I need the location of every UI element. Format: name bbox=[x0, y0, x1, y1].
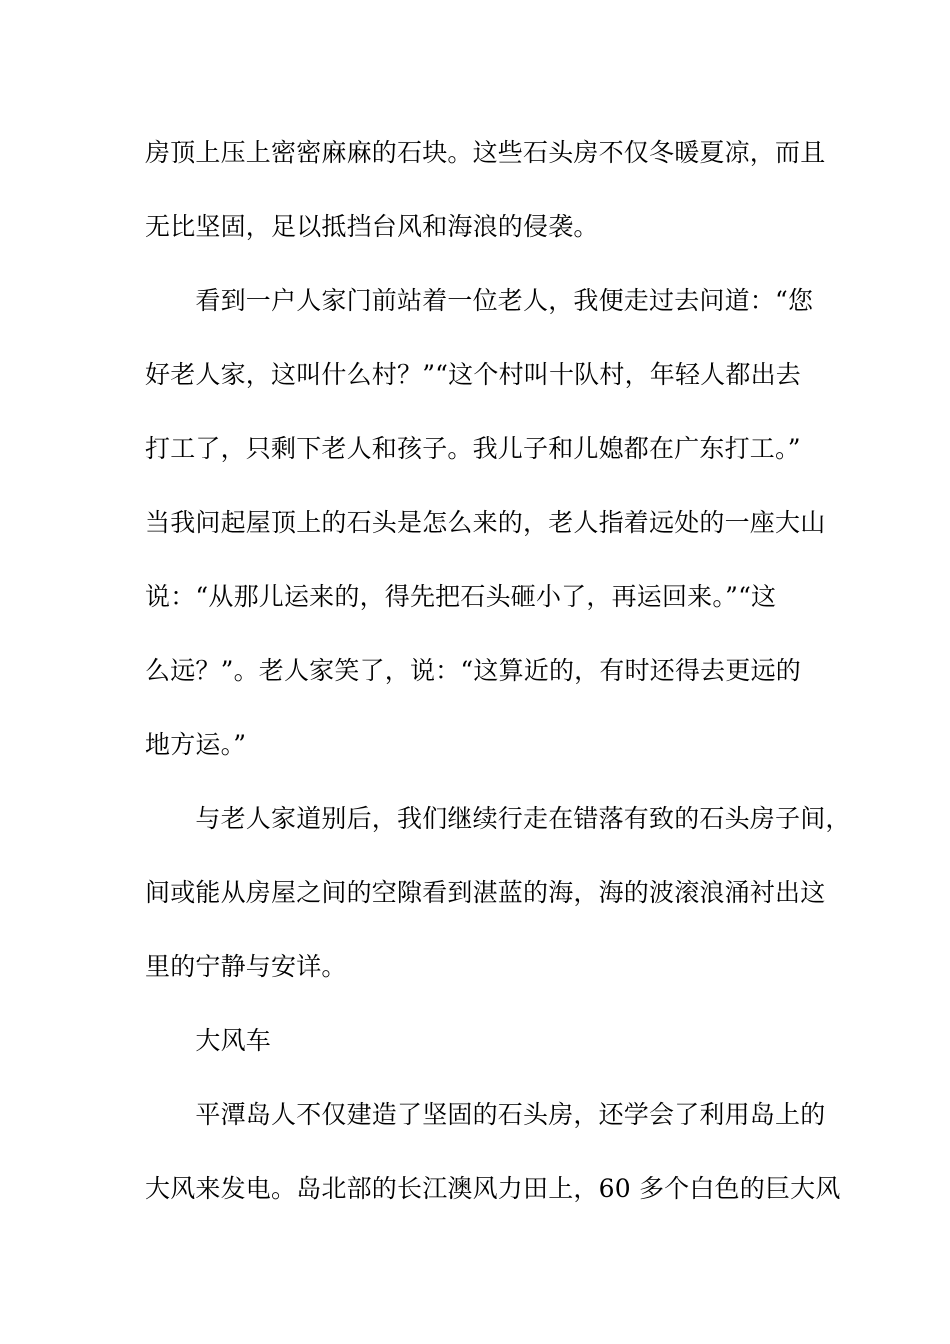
text-line: 地方运。” bbox=[145, 730, 247, 759]
text-line: 打工了，只剩下老人和孩子。我儿子和儿媳都在广东打工。” bbox=[145, 434, 801, 463]
text-line: 房顶上压上密密麻麻的石块。这些石头房不仅冬暖夏凉，而且 bbox=[145, 138, 826, 167]
text-line: 大风来发电。岛北部的长江澳风力田上，60 多个白色的巨大风 bbox=[145, 1174, 841, 1203]
paragraph-start-line: 看到一户人家门前站着一位老人，我便走过去问道：“您 bbox=[145, 286, 814, 315]
text-line: 好老人家，这叫什么村？”“这个村叫十队村，年轻人都出去 bbox=[145, 360, 801, 389]
text-line: 里的宁静与安详。 bbox=[145, 952, 347, 981]
text-line: 无比坚固，足以抵挡台风和海浪的侵袭。 bbox=[145, 212, 599, 241]
paragraph-start-line: 与老人家道别后，我们继续行走在错落有致的石头房子间， bbox=[145, 804, 851, 833]
text-line: 么远？”。老人家笑了，说：“这算近的，有时还得去更远的 bbox=[145, 656, 801, 685]
paragraph-start-line: 平潭岛人不仅建造了坚固的石头房，还学会了利用岛上的 bbox=[145, 1100, 826, 1129]
text-line: 当我问起屋顶上的石头是怎么来的，老人指着远处的一座大山 bbox=[145, 508, 826, 537]
section-heading: 大风车 bbox=[145, 1026, 272, 1055]
text-line: 间或能从房屋之间的空隙看到湛蓝的海，海的波滚浪涌衬出这 bbox=[145, 878, 826, 907]
text-line: 说：“从那儿运来的，得先把石头砸小了，再运回来。”“这 bbox=[145, 582, 777, 611]
